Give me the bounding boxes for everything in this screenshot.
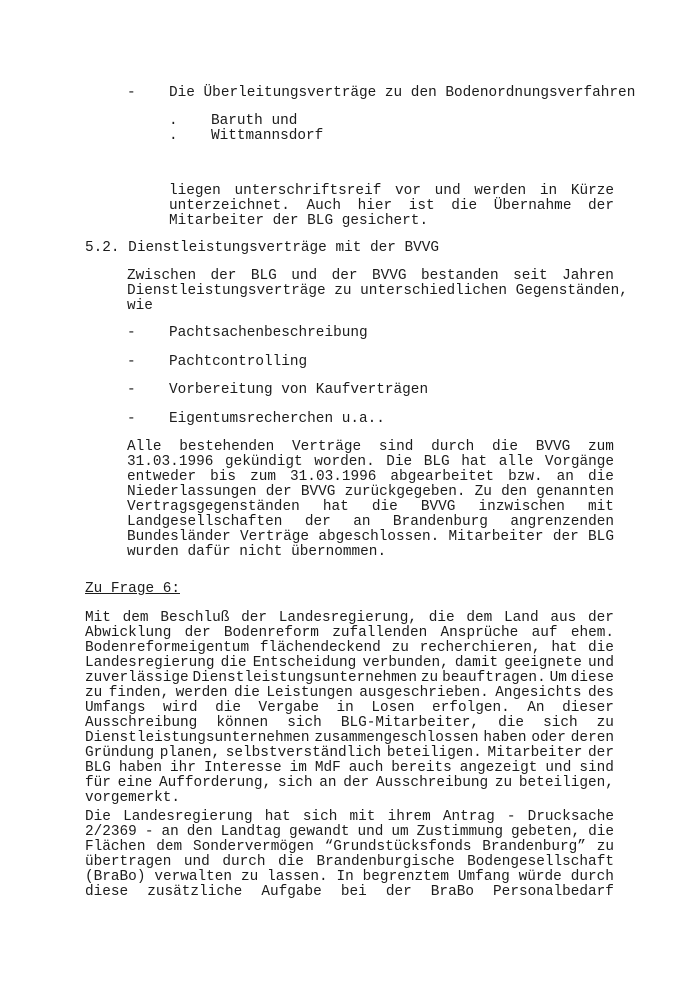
word: an bbox=[319, 775, 337, 791]
word: die bbox=[588, 824, 614, 840]
bullet-dash: - bbox=[127, 85, 136, 101]
text-line bbox=[85, 611, 614, 626]
word: finden, bbox=[108, 685, 170, 701]
word: verbunden, bbox=[362, 655, 449, 671]
word: die bbox=[428, 610, 455, 626]
word: bestanden bbox=[420, 268, 499, 284]
word: worden. bbox=[314, 454, 375, 470]
word: Mitarbeiter bbox=[487, 745, 583, 761]
word: BLG bbox=[423, 454, 450, 470]
word: ehem. bbox=[570, 625, 614, 641]
word: ist bbox=[408, 198, 435, 214]
word: Mit bbox=[85, 610, 111, 626]
word: Gründung bbox=[85, 745, 155, 761]
text-line bbox=[85, 686, 614, 701]
word: zu bbox=[85, 685, 103, 701]
word: hier bbox=[357, 198, 393, 214]
word: BVVG bbox=[420, 499, 456, 515]
word: die bbox=[220, 655, 247, 671]
text-line: vorgemerkt. bbox=[85, 790, 180, 806]
word: 31.03.1996 bbox=[290, 469, 377, 485]
text-line bbox=[127, 470, 614, 485]
word: bestehenden bbox=[179, 439, 275, 455]
word: Vergabe bbox=[258, 700, 319, 716]
word: Ansprüche bbox=[440, 625, 519, 641]
word: (BraBo) bbox=[85, 869, 146, 885]
word: Übernahme bbox=[493, 198, 572, 214]
word: zu bbox=[391, 640, 409, 656]
word: diese bbox=[85, 884, 129, 900]
word: die bbox=[587, 469, 614, 485]
text-line bbox=[85, 626, 614, 641]
word: werden bbox=[175, 685, 228, 701]
text-line bbox=[85, 701, 614, 716]
text-line bbox=[85, 641, 614, 656]
list-item: Eigentumsrecherchen u.a.. bbox=[169, 411, 385, 427]
word: lassen. bbox=[267, 869, 328, 885]
word: Beschluß bbox=[160, 610, 230, 626]
word: unterschriftsreif bbox=[234, 183, 382, 199]
word: sich bbox=[277, 775, 313, 791]
word: BLG-Mitarbeiter, bbox=[340, 715, 480, 731]
list-item: Die Überleitungsverträge zu den Bodenordnungsverfahren bbox=[169, 85, 636, 101]
word: haben bbox=[118, 760, 163, 776]
text-line: wie bbox=[127, 298, 153, 314]
word: der bbox=[588, 745, 614, 761]
list-item: Vorbereitung von Kaufverträgen bbox=[169, 382, 429, 398]
word: angrenzenden bbox=[510, 514, 614, 530]
word: Landtag bbox=[220, 824, 282, 840]
word: Ausschreibung bbox=[375, 775, 489, 791]
word: BLG bbox=[250, 268, 277, 284]
word: im bbox=[289, 760, 307, 776]
sub-list-item: Wittmannsdorf bbox=[211, 128, 324, 144]
word: die bbox=[278, 854, 304, 870]
word: durch bbox=[570, 869, 614, 885]
word: den bbox=[186, 824, 213, 840]
text-line bbox=[127, 530, 614, 545]
word: Dienstleistungsunternehmen bbox=[192, 670, 418, 686]
word: bei bbox=[340, 884, 367, 900]
word: oder bbox=[531, 730, 566, 746]
text-line: wurden dafür nicht übernommen. bbox=[127, 544, 387, 560]
list-item: Pachtsachenbeschreibung bbox=[169, 325, 368, 341]
text-line bbox=[127, 515, 614, 530]
word: abgearbeitet bbox=[390, 469, 495, 485]
word: mit bbox=[349, 809, 376, 825]
word: haben bbox=[483, 730, 527, 746]
word: die bbox=[233, 685, 260, 701]
word: Brandenburg” bbox=[482, 839, 586, 855]
word: verwalten bbox=[154, 869, 233, 885]
text-line bbox=[85, 885, 614, 900]
word: sind bbox=[579, 760, 614, 776]
word: die bbox=[451, 198, 478, 214]
word: und bbox=[357, 824, 384, 840]
word: gewandt bbox=[289, 824, 350, 840]
word: zusammengeschlossen bbox=[314, 730, 479, 746]
word: 2/2369 bbox=[85, 824, 137, 840]
text-line bbox=[85, 746, 614, 761]
word: zurückgegeben. bbox=[344, 484, 466, 500]
word: Zwischen bbox=[127, 268, 197, 284]
text-line: Mitarbeiter der BLG gesichert. bbox=[169, 213, 429, 229]
word: und bbox=[588, 655, 614, 671]
word: hat bbox=[322, 499, 349, 515]
word: Vertragsgegenständen bbox=[127, 499, 300, 515]
word: flächendeckend bbox=[259, 640, 381, 656]
word: eine bbox=[117, 775, 153, 791]
text-line bbox=[127, 440, 614, 455]
word: Umfangs bbox=[85, 700, 146, 716]
text-line bbox=[85, 840, 614, 855]
word: Entscheidung bbox=[252, 655, 357, 671]
word: der bbox=[385, 884, 412, 900]
text-line bbox=[127, 500, 614, 515]
word: Antrag bbox=[442, 809, 495, 825]
word: Jahren bbox=[562, 268, 614, 284]
text-line bbox=[127, 455, 614, 470]
word: die bbox=[215, 700, 241, 716]
word: liegen bbox=[169, 183, 221, 199]
word: zu bbox=[596, 839, 614, 855]
word: ihrem bbox=[387, 809, 431, 825]
word: an bbox=[161, 824, 179, 840]
text-line bbox=[85, 855, 614, 870]
word: - bbox=[506, 809, 516, 825]
word: Ausschreibung bbox=[85, 715, 198, 731]
text-line bbox=[85, 810, 614, 825]
word: beauftragen. bbox=[442, 670, 546, 686]
word: zuverlässige bbox=[85, 670, 189, 686]
text-line bbox=[85, 656, 614, 671]
text-line bbox=[85, 825, 614, 840]
bullet-dash: - bbox=[127, 382, 136, 398]
word: beteiligen. bbox=[386, 745, 482, 761]
word: in bbox=[539, 183, 558, 199]
word: sich bbox=[287, 715, 322, 731]
word: Umfang bbox=[457, 869, 510, 885]
word: Vorgänge bbox=[544, 454, 614, 470]
word: “Grundstücksfonds bbox=[324, 839, 472, 855]
word: deren bbox=[570, 730, 614, 746]
word: der bbox=[587, 610, 614, 626]
word: Landgesellschaften bbox=[127, 514, 283, 530]
word: gekündigt bbox=[224, 454, 303, 470]
word: BVVG bbox=[371, 268, 407, 284]
word: der bbox=[331, 268, 358, 284]
word: MdF bbox=[314, 760, 341, 776]
word: die bbox=[492, 439, 518, 455]
word: Zu bbox=[474, 484, 492, 500]
word: Abwicklung bbox=[85, 625, 172, 641]
word: Brandenburg bbox=[392, 514, 488, 530]
text-line bbox=[127, 269, 614, 284]
word: Bodenreformeigentum bbox=[85, 640, 250, 656]
text-line bbox=[85, 716, 614, 731]
text-line bbox=[169, 199, 614, 214]
word: beteiligen, bbox=[518, 775, 614, 791]
word: und bbox=[183, 854, 210, 870]
word: würde bbox=[518, 869, 562, 885]
word: begrenztem bbox=[362, 869, 450, 885]
text-line bbox=[85, 870, 614, 885]
word: für bbox=[85, 775, 111, 791]
list-item: Pachtcontrolling bbox=[169, 354, 308, 370]
word: hat bbox=[551, 640, 578, 656]
word: die bbox=[588, 640, 614, 656]
word: Bundesländer bbox=[127, 529, 231, 545]
sub-list-item: Baruth und bbox=[211, 113, 298, 129]
word: dieser bbox=[562, 700, 614, 716]
bullet-dash: - bbox=[127, 325, 136, 341]
word: Niederlassungen bbox=[127, 484, 257, 500]
word: sich bbox=[302, 809, 338, 825]
word: - bbox=[144, 824, 154, 840]
word: inzwischen bbox=[478, 499, 565, 515]
word: seit bbox=[513, 268, 548, 284]
word: des bbox=[588, 685, 614, 701]
sub-bullet-dot: . bbox=[169, 113, 178, 129]
word: bis bbox=[210, 469, 237, 485]
word: dem bbox=[122, 610, 149, 626]
word: BVVG bbox=[535, 439, 571, 455]
word: BLG bbox=[588, 529, 614, 545]
word: hat bbox=[461, 454, 488, 470]
word: zum bbox=[587, 439, 614, 455]
word: um bbox=[391, 824, 409, 840]
word: Brandenburgische bbox=[316, 854, 455, 870]
word: an bbox=[556, 469, 574, 485]
word: können bbox=[216, 715, 269, 731]
word: entweder bbox=[127, 469, 197, 485]
word: zu bbox=[494, 775, 513, 791]
word: durch bbox=[222, 854, 266, 870]
word: Auch bbox=[306, 198, 342, 214]
word: mit bbox=[588, 499, 614, 515]
word: zum bbox=[250, 469, 276, 485]
word: ihr bbox=[170, 760, 196, 776]
word: und bbox=[434, 183, 461, 199]
word: dem bbox=[156, 839, 183, 855]
word: hat bbox=[264, 809, 291, 825]
word: recherchieren, bbox=[419, 640, 541, 656]
bullet-dash: - bbox=[127, 354, 136, 370]
text-line: Dienstleistungsverträge zu unterschiedlichen Gegenständen, bbox=[127, 283, 628, 299]
word: Interesse bbox=[203, 760, 282, 776]
word: der bbox=[343, 775, 370, 791]
word: zu bbox=[240, 869, 259, 885]
word: bereits bbox=[391, 760, 452, 776]
word: durch bbox=[431, 439, 475, 455]
word: dem bbox=[466, 610, 493, 626]
word: An bbox=[527, 700, 545, 716]
word: Angesichts bbox=[495, 685, 582, 701]
word: Dienstleistungsunternehmen bbox=[85, 730, 310, 746]
word: vor bbox=[395, 183, 421, 199]
word: bzw. bbox=[508, 469, 543, 485]
word: Landesregierung bbox=[85, 655, 215, 671]
word: Verträge bbox=[292, 439, 362, 455]
word: und bbox=[291, 268, 318, 284]
word: der bbox=[588, 198, 614, 214]
word: Landesregierung bbox=[123, 809, 253, 825]
text-line bbox=[85, 761, 614, 776]
word: Leistungen bbox=[266, 685, 353, 701]
word: BLG bbox=[85, 760, 111, 776]
word: planen, bbox=[159, 745, 221, 761]
word: zufallenden bbox=[332, 625, 428, 641]
word: 31.03.1996 bbox=[127, 454, 214, 470]
word: der bbox=[241, 610, 268, 626]
word: der bbox=[265, 484, 292, 500]
word: angezeigt bbox=[459, 760, 538, 776]
word: Losen bbox=[371, 700, 415, 716]
word: zu bbox=[596, 715, 614, 731]
word: die bbox=[498, 715, 524, 731]
word: Verträge bbox=[239, 529, 310, 545]
word: der bbox=[304, 514, 331, 530]
word: Die bbox=[386, 454, 413, 470]
word: In bbox=[336, 869, 354, 885]
word: Bodenreform bbox=[223, 625, 319, 641]
word: Personalbedarf bbox=[493, 884, 614, 900]
word: Aufgabe bbox=[261, 884, 322, 900]
word: den bbox=[501, 484, 528, 500]
word: sind bbox=[378, 439, 414, 455]
text-line bbox=[85, 671, 614, 686]
word: werden bbox=[474, 183, 527, 199]
word: Mitarbeiter bbox=[448, 529, 544, 545]
word: in bbox=[336, 700, 354, 716]
word: erfolgen. bbox=[432, 700, 510, 716]
text-line bbox=[85, 776, 614, 791]
word: BraBo bbox=[430, 884, 474, 900]
word: BVVG bbox=[300, 484, 336, 500]
word: die bbox=[371, 499, 398, 515]
word: Alle bbox=[127, 439, 162, 455]
word: gebeten, bbox=[511, 824, 581, 840]
word: Drucksache bbox=[527, 809, 614, 825]
word: Zustimmung bbox=[416, 824, 504, 840]
word: auch bbox=[348, 760, 384, 776]
word: an bbox=[353, 514, 371, 530]
word: Die bbox=[85, 809, 111, 825]
word: aus bbox=[550, 610, 577, 626]
word: diese bbox=[570, 670, 614, 686]
word: der bbox=[552, 529, 579, 545]
word: der bbox=[184, 625, 211, 641]
word: alle bbox=[498, 454, 534, 470]
text-line bbox=[85, 731, 614, 746]
word: selbstverständlich bbox=[225, 745, 382, 761]
text-line bbox=[169, 184, 614, 199]
word: ausgeschrieben. bbox=[359, 685, 489, 701]
word: abgeschlossen. bbox=[318, 529, 440, 545]
word: geeignete bbox=[504, 655, 582, 671]
word: wird bbox=[162, 700, 198, 716]
word: genannten bbox=[536, 484, 614, 500]
word: sich bbox=[543, 715, 578, 731]
word: Flächen bbox=[85, 839, 146, 855]
bullet-dash: - bbox=[127, 411, 136, 427]
word: damit bbox=[454, 655, 499, 671]
word: übertragen bbox=[85, 854, 172, 870]
word: Bodengesellschaft bbox=[467, 854, 614, 870]
word: zusätzliche bbox=[147, 884, 243, 900]
word: Aufforderung, bbox=[158, 775, 272, 791]
word: auf bbox=[531, 625, 558, 641]
word: der bbox=[210, 268, 237, 284]
word: Sondervermögen bbox=[192, 839, 314, 855]
word: Land bbox=[504, 610, 539, 626]
sub-bullet-dot: . bbox=[169, 128, 178, 144]
word: Kürze bbox=[570, 183, 614, 199]
section-heading: 5.2. Dienstleistungsverträge mit der BVVG bbox=[85, 240, 440, 256]
word: Landesregierung, bbox=[278, 610, 417, 626]
word: Um bbox=[549, 670, 567, 686]
word: unterzeichnet. bbox=[169, 198, 290, 214]
word: zu bbox=[420, 670, 439, 686]
question-heading: Zu Frage 6: bbox=[85, 581, 180, 597]
word: und bbox=[545, 760, 572, 776]
text-line bbox=[127, 485, 614, 500]
